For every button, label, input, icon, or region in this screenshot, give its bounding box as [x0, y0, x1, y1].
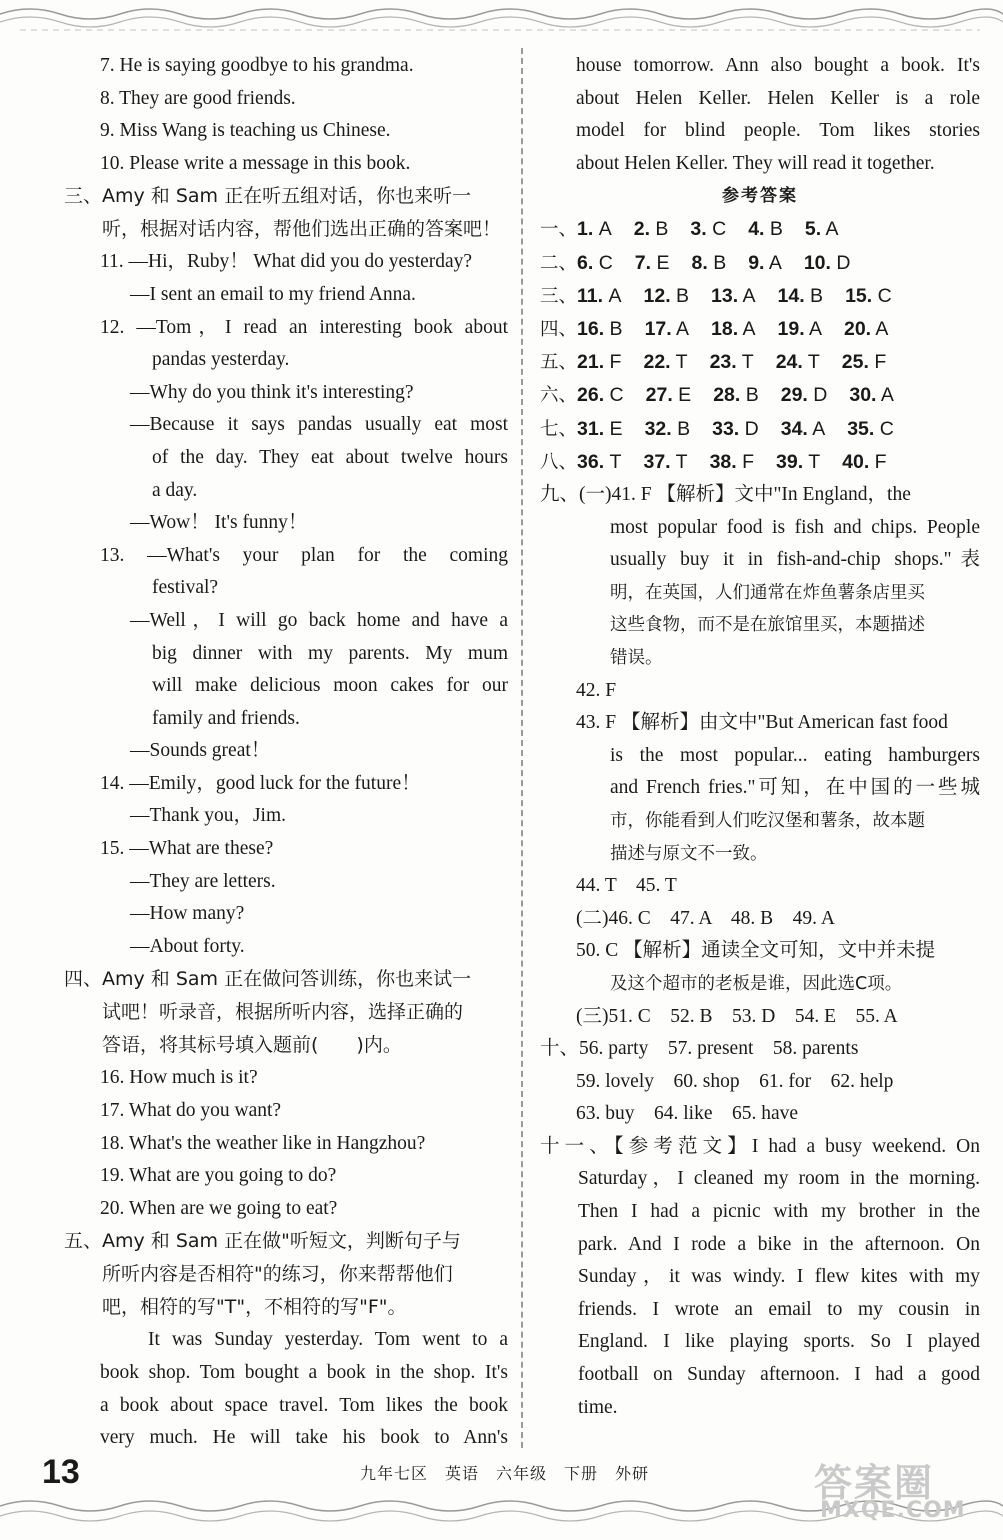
answer-line: is the most popular... eating hamburgers — [610, 744, 980, 766]
answer-letter: B — [609, 317, 623, 340]
text-line: big dinner with my parents. My mum — [152, 642, 508, 664]
answer-row — [540, 413, 980, 446]
text-line: —Because it says pandas usually eat most — [130, 414, 508, 436]
column-divider — [521, 48, 523, 1448]
answer-item — [845, 285, 892, 307]
answer-item — [711, 318, 755, 340]
answer-number: 37. — [643, 450, 671, 473]
answer-line: 44. T 45. T — [576, 875, 677, 897]
answer-item — [635, 252, 670, 274]
answer-number: 26. — [577, 384, 605, 407]
answer-line: 50. C 【解析】通读全文可知，文中并未提 — [576, 940, 936, 962]
text-line: 20. When are we going to eat? — [100, 1197, 338, 1219]
answer-letter: D — [744, 417, 759, 440]
answer-line: usually buy it in fish-and-chip shops."表 — [610, 549, 980, 571]
answer-letter: B — [810, 284, 824, 307]
answer-line: Sunday，it was windy. I flew kites with my — [578, 1266, 980, 1288]
answer-letter: B — [676, 284, 690, 307]
answer-letter: B — [677, 417, 691, 440]
answer-letter: E — [678, 384, 692, 407]
answer-number: 9. — [748, 251, 765, 274]
answer-line: time. — [578, 1396, 618, 1418]
watermark-text: 答案圈 — [814, 1461, 935, 1505]
answers-title: 参考答案 — [722, 186, 798, 207]
answer-number: 18. — [711, 317, 739, 340]
answer-line: 及这个超市的老板是谁，因此选C项。 — [610, 973, 903, 994]
passage-line: about Helen Keller. They will read it together. — [576, 152, 935, 174]
answer-letter: A — [742, 317, 756, 340]
text-line: 10. Please write a message in this book. — [100, 152, 411, 174]
answer-item — [847, 418, 894, 440]
answer-item — [710, 351, 754, 373]
answer-row-label: 二、 — [540, 252, 578, 274]
answer-number: 39. — [776, 450, 804, 473]
answer-letter: B — [745, 384, 759, 407]
answer-line: 59. lovely 60. shop 61. for 62. help — [576, 1070, 894, 1092]
answer-letter: A — [825, 218, 839, 241]
answer-item — [643, 451, 687, 473]
answer-item — [710, 451, 754, 473]
answer-item — [778, 285, 824, 307]
text-line: 16. How much is it? — [100, 1067, 258, 1089]
passage-line: about Helen Keller. Helen Keller is a role — [576, 87, 980, 109]
answer-number: 31. — [577, 417, 605, 440]
answer-item — [842, 351, 886, 373]
answer-item — [645, 318, 689, 340]
top-decoration — [0, 0, 1003, 44]
answer-number: 23. — [709, 351, 737, 374]
answer-item — [781, 384, 828, 406]
answer-number: 12. — [643, 284, 671, 307]
answer-letter: B — [655, 218, 669, 241]
answer-line: 43. F 【解析】由文中"But American fast food — [576, 712, 948, 734]
answer-letter: A — [742, 284, 756, 307]
text-line: 14. —Emily，good luck for the future！ — [100, 772, 421, 794]
text-line: 9. Miss Wang is teaching us Chinese. — [100, 120, 391, 142]
text-line: —Thank you，Jim. — [130, 805, 286, 827]
text-line: —I sent an email to my friend Anna. — [130, 283, 416, 305]
answer-line: 十一、【参考范文】I had a busy weekend. On — [540, 1135, 980, 1157]
answer-number: 16. — [577, 317, 605, 340]
text-line: family and friends. — [152, 707, 300, 729]
answer-line: park. And I rode a bike in the afternoon. On — [578, 1233, 980, 1255]
answer-item — [748, 218, 783, 240]
answer-item — [805, 218, 839, 240]
passage-continuation — [540, 50, 980, 180]
answer-number: 34. — [780, 417, 808, 440]
answer-row-label: 一、 — [540, 219, 578, 241]
answer-letter: T — [609, 450, 622, 473]
answer-item — [577, 285, 621, 307]
answer-item — [712, 418, 759, 440]
answer-item — [577, 252, 613, 274]
answer-number: 10. — [803, 251, 831, 274]
answer-number: 11. — [577, 284, 604, 307]
answer-letter: T — [675, 450, 688, 473]
answer-number: 40. — [842, 450, 870, 473]
answer-item — [577, 451, 621, 473]
answer-line: 42. F — [576, 679, 617, 701]
answer-item — [778, 318, 822, 340]
footer-book-info: 九年七区 英语 六年级 下册 外研 — [360, 1464, 650, 1483]
answer-item — [849, 384, 893, 406]
text-line: 18. What's the weather like in Hangzhou? — [100, 1132, 426, 1154]
answer-number: 33. — [712, 417, 740, 440]
answer-letter: C — [877, 284, 892, 307]
text-line: —About forty. — [130, 935, 245, 957]
answer-number: 35. — [847, 417, 875, 440]
right-column — [540, 50, 980, 1424]
answer-line: 描述与原文不一致。 — [610, 843, 768, 864]
answer-number: 27. — [645, 384, 673, 407]
answer-item — [713, 384, 759, 406]
answer-row — [540, 247, 980, 280]
answer-letter: F — [742, 450, 755, 473]
answer-number: 4. — [748, 218, 765, 241]
answer-number: 20. — [843, 317, 872, 340]
answer-number: 36. — [577, 450, 605, 473]
answer-letter: F — [874, 450, 887, 473]
text-line: 15. —What are these? — [100, 838, 274, 860]
answer-row-label: 八、 — [540, 451, 578, 473]
answer-item — [643, 351, 687, 373]
answer-item — [645, 418, 691, 440]
answer-line: 这些食物，而不是在旅馆里买，本题描述 — [610, 615, 925, 636]
answer-row — [540, 313, 980, 346]
passage-line: house tomorrow. Ann also bought a book. It's — [576, 55, 980, 76]
answer-letter: E — [609, 417, 623, 440]
left-column — [64, 50, 508, 1455]
answer-item — [692, 252, 727, 274]
text-line: 12. —Tom，I read an interesting book about — [100, 316, 508, 338]
answer-item — [844, 318, 888, 340]
answer-number: 14. — [777, 284, 805, 307]
answer-letter: C — [879, 417, 894, 440]
answer-number: 2. — [633, 218, 650, 241]
answer-letter: A — [880, 384, 894, 407]
answer-line: 63. buy 64. like 65. have — [576, 1103, 799, 1125]
text-line: book shop. Tom bought a book in the shop. It's — [100, 1362, 508, 1383]
answer-number: 24. — [775, 351, 803, 374]
answer-letter: C — [609, 384, 624, 407]
answer-explanations — [540, 479, 980, 1424]
answer-letter: B — [713, 251, 727, 274]
answer-item — [577, 351, 621, 373]
answer-letter: A — [676, 317, 690, 340]
text-line: 19. What are you going to do? — [100, 1165, 337, 1187]
text-line: —How many? — [130, 903, 245, 925]
answer-letter: A — [875, 317, 889, 340]
section-heading-line: 五、Amy 和 Sam 正在做"听短文，判断句子与 — [64, 1230, 461, 1253]
answer-item — [634, 218, 669, 240]
answer-item — [711, 285, 755, 307]
text-line: It was Sunday yesterday. Tom went to a — [148, 1329, 508, 1351]
answer-number: 21. — [577, 351, 605, 374]
text-line: festival? — [152, 577, 219, 599]
answer-number: 22. — [643, 351, 671, 374]
text-line: —Well，I will go back home and have a — [130, 609, 508, 631]
text-line: —Sounds great！ — [130, 740, 271, 762]
text-line: pandas yesterday. — [152, 349, 290, 371]
passage-line: model for blind people. Tom likes stories — [576, 120, 980, 142]
answer-item — [690, 218, 726, 240]
answer-letter: A — [768, 251, 782, 274]
answer-letter: D — [813, 384, 828, 407]
answer-item — [577, 218, 612, 240]
section-heading-line: 试吧！听录音，根据所听内容，选择正确的 — [102, 1001, 464, 1024]
answer-row — [540, 213, 980, 246]
text-line: 11. —Hi，Ruby！ What did you do yesterday? — [100, 251, 473, 273]
answer-letter: T — [808, 450, 821, 473]
answer-number: 6. — [577, 251, 594, 274]
answer-item — [577, 318, 623, 340]
answer-line: and French fries."可知，在中国的一些城 — [610, 777, 980, 799]
answer-number: 32. — [644, 417, 672, 440]
answer-letter: A — [808, 317, 822, 340]
answer-letter: B — [769, 218, 783, 241]
answer-item — [776, 451, 820, 473]
page-number: 13 — [42, 1453, 80, 1491]
answer-number: 5. — [804, 218, 822, 241]
answer-row-label: 三、 — [540, 285, 578, 307]
answer-number: 19. — [777, 317, 805, 340]
text-line: a book about space travel. Tom likes the book — [100, 1394, 508, 1416]
answer-number: 15. — [845, 284, 873, 307]
text-line: 13. —What's your plan for the coming — [100, 544, 508, 566]
answer-letter: A — [598, 218, 612, 241]
answer-table — [540, 213, 980, 479]
text-line: of the day. They eat about twelve hours — [152, 446, 508, 468]
answer-letter: D — [836, 251, 851, 274]
answer-number: 17. — [644, 317, 672, 340]
section-heading-line: 三、Amy 和 Sam 正在听五组对话，你也来听一 — [64, 185, 472, 208]
text-line: a day. — [152, 479, 198, 501]
answer-line: football on Sunday afternoon. I had a good — [578, 1364, 980, 1386]
answer-number: 3. — [690, 218, 707, 241]
text-line: —Why do you think it's interesting? — [130, 381, 414, 403]
section-heading-line: 四、Amy 和 Sam 正在做问答训练，你也来试一 — [64, 968, 472, 991]
answer-line: friends. I wrote an email to my cousin in — [578, 1298, 980, 1320]
text-line: —They are letters. — [130, 870, 276, 892]
answer-row-label: 七、 — [540, 418, 578, 440]
answer-number: 1. — [577, 218, 594, 241]
answer-item — [577, 384, 624, 406]
answer-line: 市，你能看到人们吃汉堡和薯条，故本题 — [610, 810, 925, 831]
answer-line: (二)46. C 47. A 48. B 49. A — [576, 907, 835, 929]
answer-item — [842, 451, 886, 473]
answer-line: 十、56. party 57. present 58. parents — [540, 1038, 859, 1060]
answer-line: most popular food is fish and chips. People — [610, 516, 980, 538]
text-line: —Wow！ It's funny！ — [130, 512, 308, 534]
answer-line: Saturday，I cleaned my room in the morning. — [578, 1168, 980, 1190]
section-heading-line: 所听内容是否相符"的练习，你来帮帮他们 — [102, 1263, 453, 1286]
answer-item — [804, 252, 851, 274]
answer-line: Then I had a picnic with my brother in the — [578, 1201, 980, 1223]
answer-letter: A — [812, 417, 826, 440]
answer-letter: F — [874, 351, 887, 374]
answer-line: 九、(一)41. F 【解析】文中"In England，the — [540, 484, 911, 505]
answer-letter: E — [656, 251, 670, 274]
answer-item — [748, 252, 782, 274]
answer-letter: C — [598, 251, 613, 274]
answer-letter: T — [675, 351, 688, 374]
section-heading-line: 听，根据对话内容，帮他们选出正确的答案吧！ — [102, 218, 502, 241]
answer-item — [646, 384, 692, 406]
answer-letter: F — [609, 351, 622, 374]
watermark-url: MXQE.COM — [820, 1498, 966, 1523]
answer-number: 7. — [634, 251, 652, 274]
answer-row — [540, 346, 980, 379]
answer-row-label: 六、 — [540, 385, 578, 407]
section-heading-line: 答语，将其标号填入题前( )内。 — [102, 1034, 402, 1057]
answer-row-label: 四、 — [540, 318, 578, 340]
answer-line: England. I like playing sports. So I played — [578, 1331, 980, 1353]
answer-number: 38. — [709, 450, 737, 473]
answer-letter: T — [741, 351, 754, 374]
answer-number: 8. — [691, 251, 708, 274]
watermark-logo — [800, 1452, 990, 1532]
answer-number: 30. — [849, 384, 877, 407]
answer-item — [577, 418, 623, 440]
answer-number: 28. — [713, 384, 741, 407]
answer-number: 25. — [841, 351, 869, 374]
text-line: 8. They are good friends. — [100, 87, 296, 109]
answer-item — [644, 285, 690, 307]
section-heading-line: 吧，相符的写"T"，不相符的写"F"。 — [102, 1296, 407, 1319]
answer-row — [540, 379, 980, 412]
answer-line: (三)51. C 52. B 53. D 54. E 55. A — [576, 1005, 898, 1027]
answer-letter: A — [608, 284, 622, 307]
text-line: very much. He will take his book to Ann's — [100, 1427, 508, 1449]
answer-line: 错误。 — [610, 647, 663, 668]
answer-number: 29. — [780, 384, 808, 407]
text-line: 17. What do you want? — [100, 1100, 282, 1122]
answer-number: 13. — [711, 284, 739, 307]
answer-row-label: 五、 — [540, 352, 578, 374]
answer-line: 明，在英国，人们通常在炸鱼薯条店里买 — [610, 582, 925, 603]
answer-row — [540, 446, 980, 479]
answer-item — [776, 351, 820, 373]
text-line: will make delicious moon cakes for our — [152, 675, 508, 697]
text-line: 7. He is saying goodbye to his grandma. — [100, 55, 414, 76]
answer-item — [781, 418, 825, 440]
answer-letter: T — [807, 351, 820, 374]
answer-row — [540, 280, 980, 313]
answer-letter: C — [712, 218, 727, 241]
